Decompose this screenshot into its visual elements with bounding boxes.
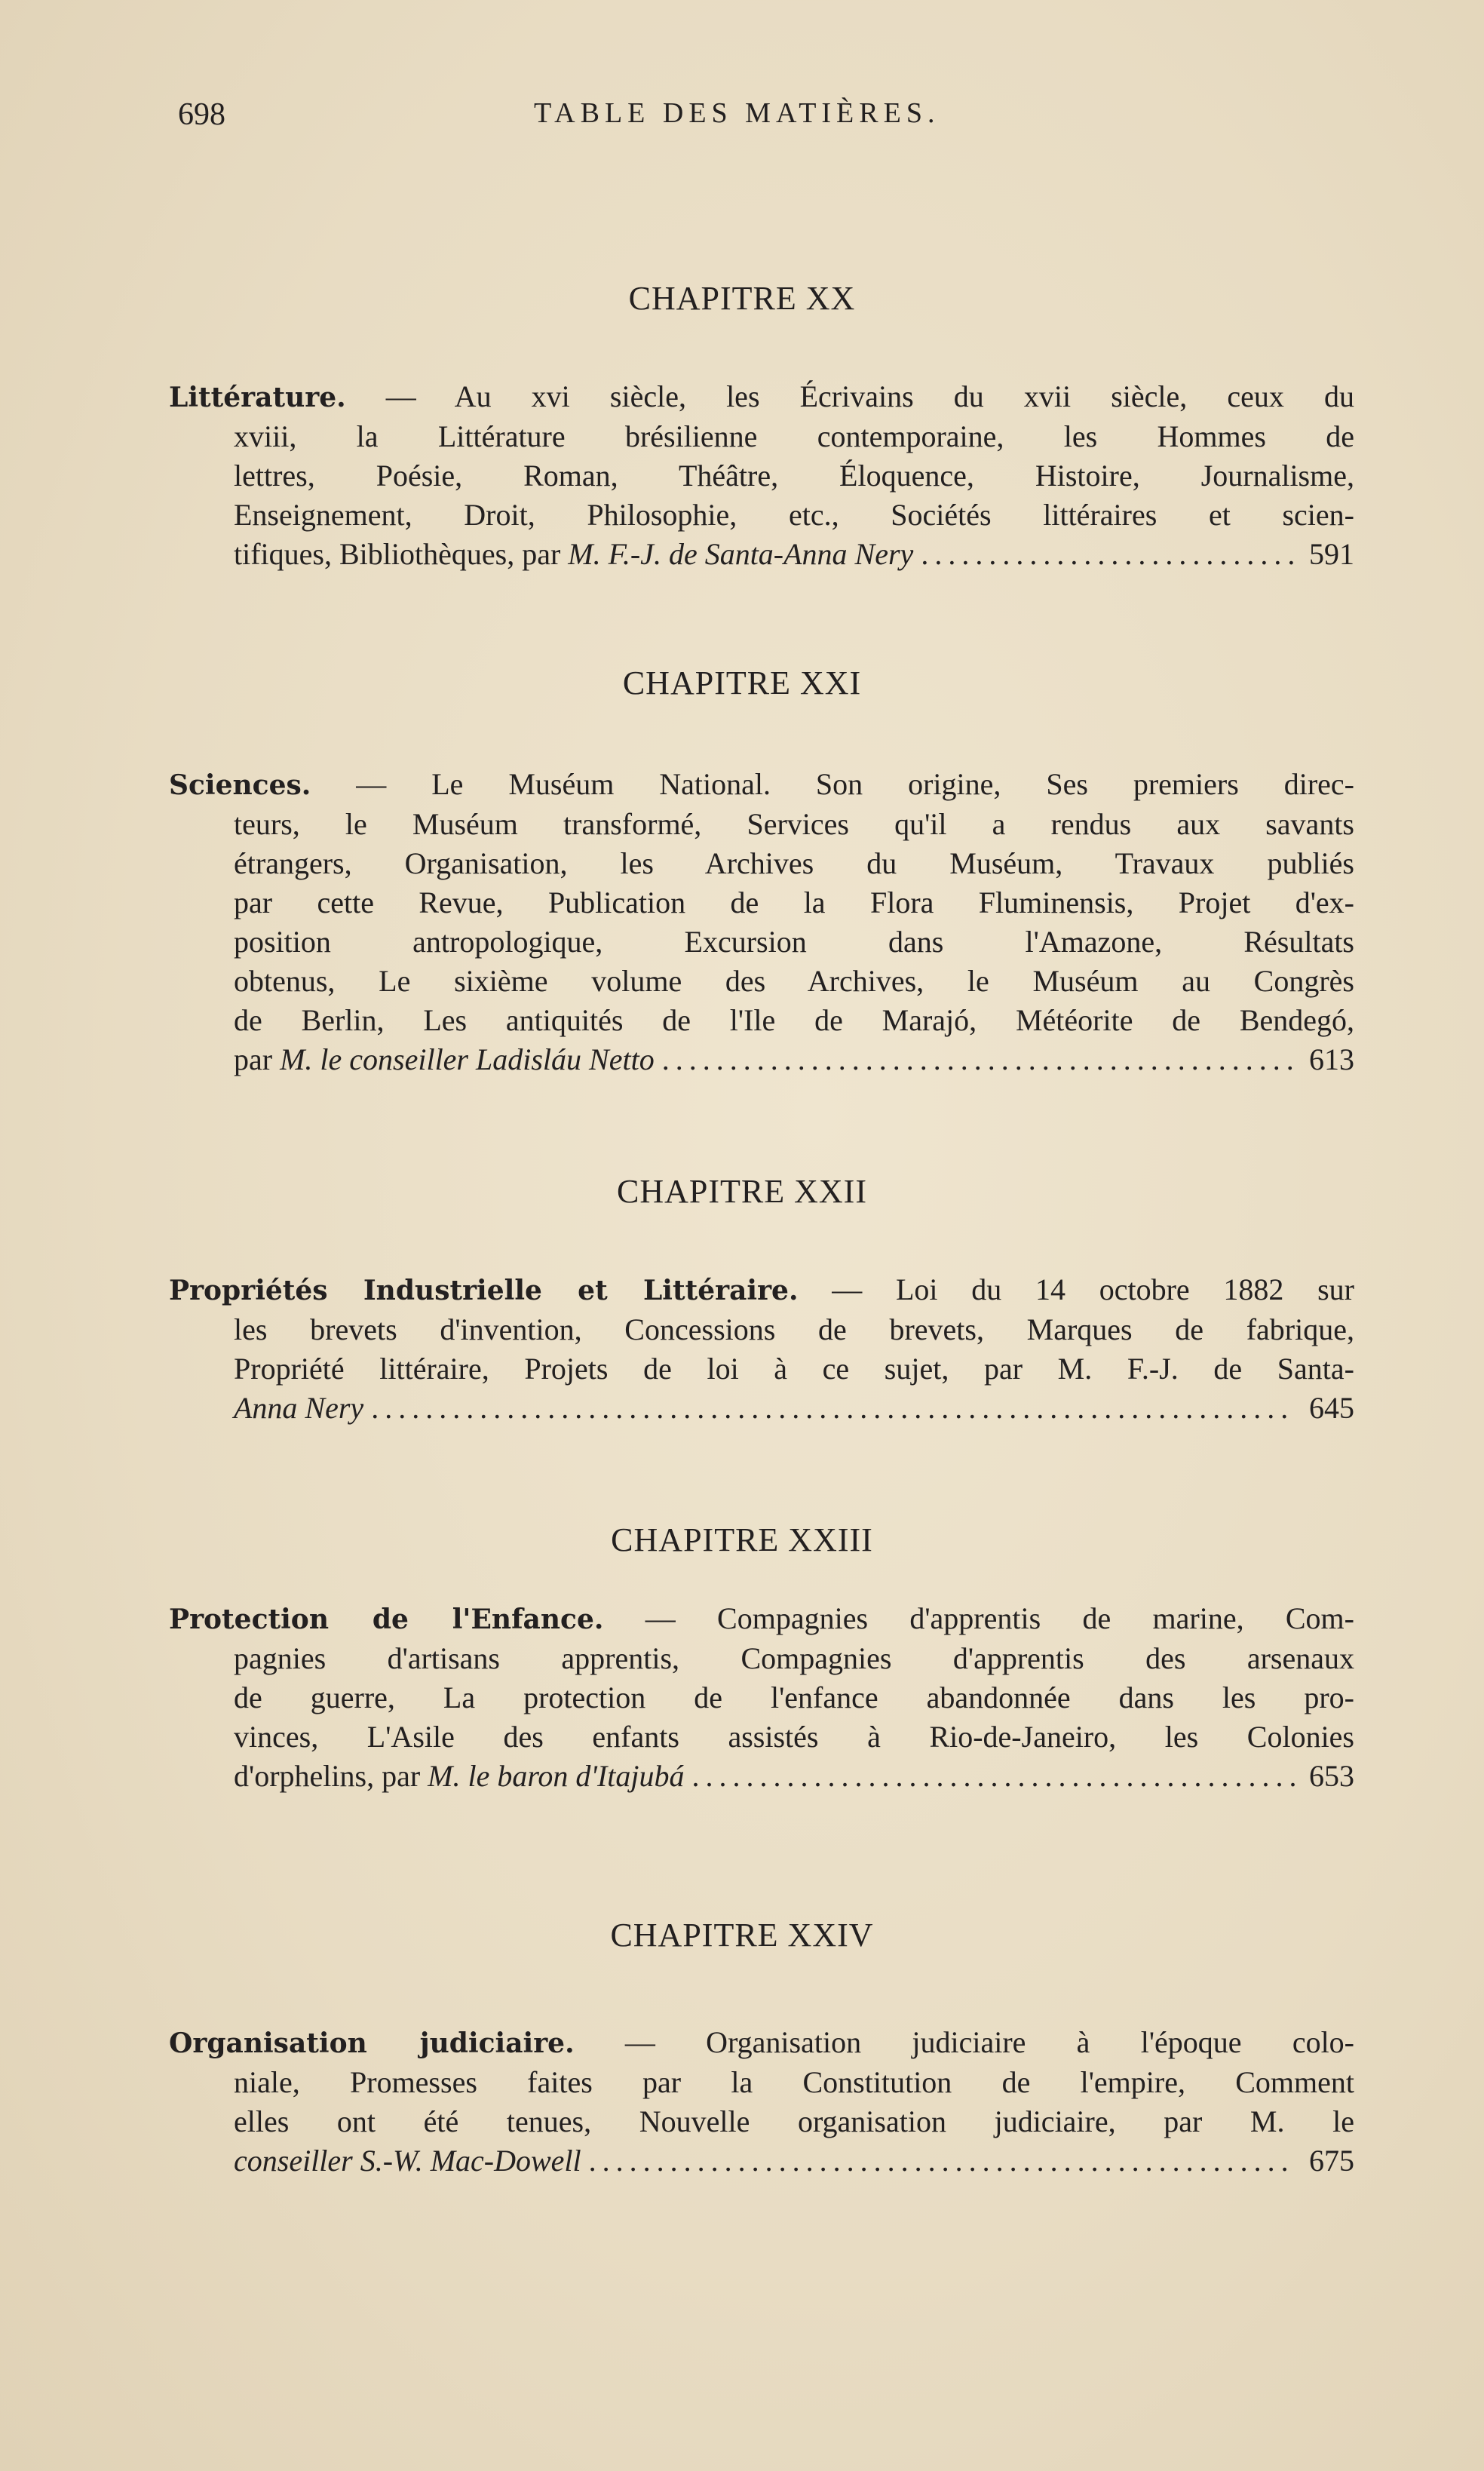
entry-line: xviii, la Littérature brésilienne contemporaine, les Hommes de [234, 419, 1354, 453]
entry-heading: Propriétés Industrielle et Littéraire. [169, 1275, 799, 1306]
entry-line: obtenus, Le sixième volume des Archives, le Muséum au Congrès [234, 964, 1354, 998]
chapter-title: CHAPITRE XXI [622, 665, 862, 701]
entry-line: vinces, L'Asile des enfants assistés à Rio-de-Janeiro, les Colonies [234, 1720, 1354, 1754]
leader-dots [921, 535, 1295, 574]
running-title: TABLE DES MATIÈRES. [534, 97, 940, 129]
entry-line: étrangers, Organisation, les Archives du Muséum, Travaux publiés [234, 846, 1354, 880]
entry-line: Propriété littéraire, Projets de loi à ce sujet, par M. F.-J. de Santa- [234, 1352, 1354, 1386]
entry-last-line: par M. le conseiller Ladisláu Netto ..... 613 [169, 1040, 1354, 1079]
entry-line: elles ont été tenues, Nouvelle organisation judiciaire, par M. le [234, 2104, 1354, 2138]
entry-heading: Organisation judiciaire. [169, 2027, 575, 2059]
page-number: 698 [178, 97, 225, 132]
entry-line: de guerre, La protection de l'enfance abandonnée dans les pro- [234, 1681, 1354, 1714]
entry-line: position antropologique, Excursion dans l'Amazone, Résultats [234, 925, 1354, 959]
entry-last-line [169, 1389, 1354, 1428]
entry-last-line: tifiques, Bibliothèques, par M. F.-J. de Santa-Anna Nery ..... 591 [169, 535, 1354, 574]
entry-heading: Littérature. [169, 382, 346, 413]
entry-line: Propriétés Industrielle et Littéraire. — Loi du 14 octobre 1882 sur [169, 1272, 1354, 1306]
page-ref: 645 [1309, 1391, 1354, 1425]
toc-entry [169, 765, 1354, 1079]
leader-dots [371, 1389, 1295, 1428]
leader-dots [692, 1757, 1295, 1796]
entry-heading: Sciences. [169, 769, 311, 801]
entry-line: de Berlin, Les antiquités de l'Ile de Marajó, Météorite de Bendegó, [234, 1003, 1354, 1037]
entry-last-line: d'orphelins, par M. le baron d'Itajubá ..... 653 [169, 1757, 1354, 1796]
toc-entry [169, 2023, 1354, 2181]
chapter-title: CHAPITRE XXIII [611, 1521, 873, 1558]
entry-line: Littérature. — Au xvi siècle, les Écrivains du xvii siècle, ceux du [169, 379, 1355, 413]
toc-entry [169, 1599, 1354, 1796]
entry-last-line [169, 2141, 1354, 2181]
page-ref: 653 [1309, 1759, 1354, 1793]
entry-line: Sciences. — Le Muséum National. Son origine, Ses premiers direc- [169, 767, 1355, 801]
page-ref: 675 [1309, 2144, 1354, 2178]
leader-dots [662, 1040, 1295, 1079]
chapter-title: CHAPITRE XXII [617, 1173, 867, 1210]
entry-line: Enseignement, Droit, Philosophie, etc., Sociétés littéraires et scien- [234, 498, 1354, 532]
entry-line: pagnies d'artisans apprentis, Compagnies d'apprentis des arsenaux [234, 1641, 1354, 1675]
entry-line: par cette Revue, Publication de la Flora Fluminensis, Projet d'ex- [234, 886, 1354, 919]
author: M. le conseiller Ladisláu Netto [280, 1042, 655, 1076]
entry-line: les brevets d'invention, Concessions de brevets, Marques de fabrique, [234, 1312, 1354, 1346]
entry-line: Organisation judiciaire. — Organisation judiciaire à l'époque colo- [169, 2025, 1355, 2059]
leader-dots [589, 2141, 1295, 2181]
author: M. le baron d'Itajubá [428, 1759, 685, 1793]
author: M. F.-J. de Santa-Anna Nery [568, 537, 914, 571]
chapter-title: CHAPITRE XXIV [610, 1917, 874, 1954]
page-ref: 591 [1309, 537, 1354, 571]
chapter-title: CHAPITRE XX [628, 280, 856, 317]
page-ref: 613 [1309, 1042, 1354, 1076]
author: Anna Nery [234, 1391, 364, 1425]
entry-line: teurs, le Muséum transformé, Services qu'il a rendus aux savants [234, 807, 1354, 841]
toc-entry [169, 1270, 1354, 1428]
entry-line: lettres, Poésie, Roman, Théâtre, Éloquence, Histoire, Journalisme, [234, 459, 1354, 493]
entry-line: Protection de l'Enfance. — Compagnies d'apprentis de marine, Com- [169, 1601, 1354, 1635]
entry-heading: Protection de l'Enfance. [169, 1604, 604, 1635]
toc-entry [169, 377, 1354, 574]
entry-line: niale, Promesses faites par la Constitution de l'empire, Comment [234, 2065, 1354, 2099]
author: conseiller S.-W. Mac-Dowell [234, 2144, 581, 2178]
